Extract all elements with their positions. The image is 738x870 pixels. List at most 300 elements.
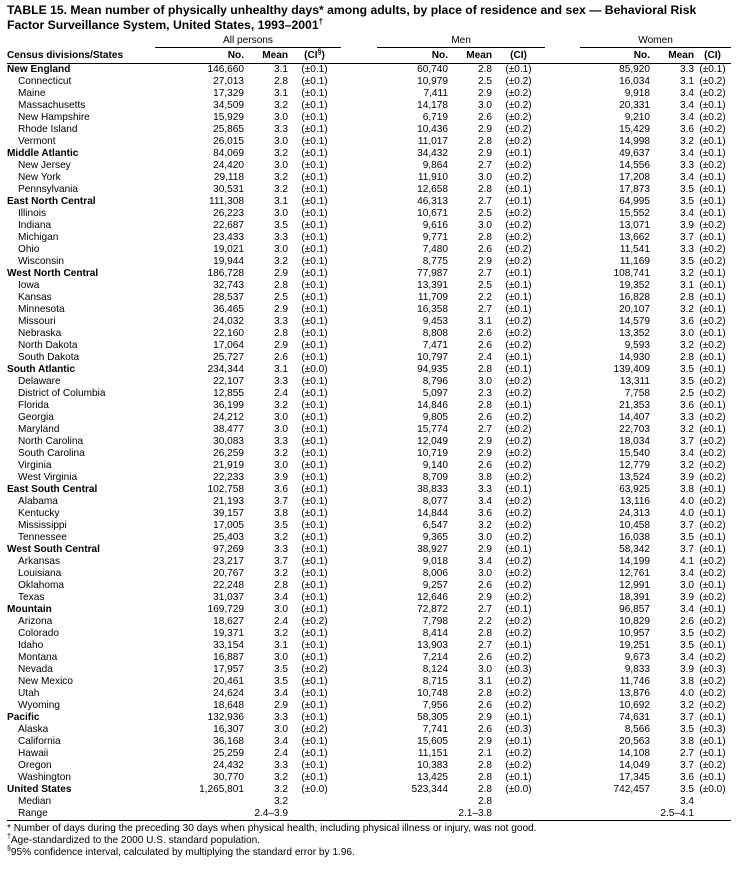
cell-women-mean: 3.5 (679, 196, 695, 207)
footnotes (7, 823, 731, 859)
cell-all-ci: (±0.1) (301, 196, 328, 207)
cell-men-no: 38,833 (417, 484, 449, 495)
cell-men-mean: 3.0 (477, 664, 493, 675)
cell-men-ci: (±0.2) (505, 100, 532, 111)
cell-all-no: 18,648 (213, 700, 244, 711)
cell-men-no: 13,903 (417, 640, 449, 651)
cell-women-mean: 3.9 (679, 664, 695, 675)
division-row (7, 544, 731, 556)
cell-men-no: 9,018 (422, 556, 449, 567)
cell-all-mean: 3.4 (273, 688, 288, 699)
cell-all-ci: (±0.1) (301, 760, 328, 771)
cell-all-mean: 2.8 (273, 280, 288, 291)
cell-row-label: West South Central (7, 544, 100, 555)
cell-row-label: Range (18, 808, 48, 819)
cell-all-no: 19,371 (213, 628, 244, 639)
cell-all-mean: 3.3 (273, 316, 288, 327)
cell-row-label: United States (7, 784, 72, 795)
cell-women-mean: 3.1 (679, 76, 695, 87)
cell-women-no: 19,352 (619, 280, 651, 291)
division-row (7, 484, 731, 496)
cell-men-no: 10,979 (417, 76, 449, 87)
cell-all-no: 17,064 (213, 340, 244, 351)
cell-all-ci: (±0.1) (301, 160, 328, 171)
cell-row-label: Arkansas (18, 556, 61, 567)
cell-men-ci: (±0.2) (505, 592, 532, 603)
cell-men-ci: (±0.2) (505, 136, 532, 147)
cell-women-ci: (±0.1) (699, 400, 726, 411)
cell-women-no: 13,352 (619, 328, 651, 339)
col-header-men-mean: Mean (466, 50, 493, 61)
cell-all-no: 36,465 (213, 304, 244, 315)
cell-women-mean: 3.2 (679, 424, 695, 435)
cell-row-label: South Carolina (18, 448, 85, 459)
cell-row-label: Maryland (18, 424, 60, 435)
table-row (7, 436, 731, 448)
cell-women-mean: 3.5 (679, 784, 695, 795)
cell-men-mean: 2.6 (477, 460, 493, 471)
cell-women-no: 14,998 (619, 136, 651, 147)
table-row (7, 88, 731, 100)
cell-women-ci: (±0.2) (699, 220, 726, 231)
cell-men-mean: 2.9 (477, 436, 493, 447)
cell-men-mean: 3.0 (477, 568, 493, 579)
cell-women-no: 14,108 (619, 748, 651, 759)
cell-women-no: 24,313 (619, 508, 651, 519)
cell-all-mean: 3.5 (273, 220, 288, 231)
cell-men-mean: 2.7 (477, 268, 493, 279)
cell-men-no: 13,391 (417, 280, 449, 291)
cell-women-no: 10,692 (619, 700, 651, 711)
cell-women-mean: 2.5–4.1 (660, 808, 695, 819)
cell-men-no: 7,214 (422, 652, 449, 663)
cell-all-no: 24,624 (213, 688, 244, 699)
cell-all-no: 38,477 (213, 424, 244, 435)
division-row (7, 364, 731, 376)
cell-row-label: New Mexico (18, 676, 73, 687)
col-header-women-ci: (CI) (704, 50, 721, 61)
cell-men-no: 8,808 (422, 328, 449, 339)
table-row (7, 160, 731, 172)
cell-women-ci: (±0.2) (699, 88, 726, 99)
cell-all-ci: (±0.1) (301, 532, 328, 543)
cell-men-no: 7,411 (423, 88, 449, 99)
cell-men-mean: 2.9 (477, 736, 493, 747)
cell-all-mean: 3.1 (273, 64, 288, 75)
cell-men-no: 10,671 (417, 208, 449, 219)
cell-women-no: 16,828 (619, 292, 651, 303)
cell-men-mean: 2.8 (477, 784, 493, 795)
cell-women-ci: (±0.1) (699, 532, 726, 543)
cell-all-no: 146,660 (207, 64, 244, 75)
cell-men-ci: (±0.2) (505, 124, 532, 135)
cell-women-ci: (±0.1) (699, 736, 726, 747)
cell-all-mean: 3.2 (273, 100, 288, 111)
cell-men-mean: 2.9 (477, 256, 493, 267)
cell-all-ci: (±0.1) (301, 520, 328, 531)
cell-men-no: 10,797 (417, 352, 449, 363)
cell-row-label: Middle Atlantic (7, 148, 79, 159)
table-row (7, 664, 731, 676)
cell-men-no: 8,709 (422, 472, 449, 483)
group-header-women: Women (580, 35, 731, 48)
cell-all-no: 19,021 (213, 244, 244, 255)
cell-women-no: 742,457 (613, 784, 651, 795)
cell-all-ci: (±0.1) (301, 136, 328, 147)
cell-all-mean: 2.9 (273, 304, 288, 315)
cell-men-mean: 2.7 (477, 604, 493, 615)
cell-men-ci (492, 796, 545, 808)
cell-men-mean: 2.6 (477, 340, 493, 351)
cell-women-no: 14,049 (619, 760, 651, 771)
cell-all-no: 169,729 (207, 604, 244, 615)
cell-men-mean: 2.9 (477, 544, 493, 555)
cell-women-mean: 3.7 (679, 760, 695, 771)
table-row (7, 496, 731, 508)
cell-women-mean: 3.7 (679, 712, 695, 723)
cell-women-no: 12,761 (619, 568, 651, 579)
cell-women-no: 15,552 (619, 208, 651, 219)
cell-men-ci: (±0.2) (505, 388, 532, 399)
table-row (7, 724, 731, 736)
cell-men-no: 8,414 (422, 628, 449, 639)
cell-all-no: 97,269 (213, 544, 244, 555)
cell-all-ci: (±0.1) (301, 604, 328, 615)
cell-men-ci: (±0.1) (505, 196, 532, 207)
cell-all-no: 30,531 (213, 184, 244, 195)
cell-men-mean: 2.8 (477, 400, 493, 411)
cell-men-no: 10,748 (417, 688, 449, 699)
cell-men-no: 38,927 (417, 544, 449, 555)
cell-men-no: 7,480 (422, 244, 449, 255)
cell-women-ci: (±0.2) (699, 388, 726, 399)
cell-women-no: 63,925 (619, 484, 651, 495)
cell-men-no: 94,935 (417, 364, 449, 375)
cell-women-mean: 4.0 (679, 508, 695, 519)
table-row (7, 220, 731, 232)
cell-row-label: Oklahoma (18, 580, 65, 591)
cell-men-mean: 3.1 (477, 316, 493, 327)
cell-row-label: New Jersey (18, 160, 71, 171)
cell-women-no: 58,342 (619, 544, 651, 555)
cell-all-no: 23,433 (213, 232, 244, 243)
cell-all-ci: (±0.1) (301, 208, 328, 219)
cell-men-mean: 3.2 (477, 520, 493, 531)
col-header-men-no: No. (431, 50, 449, 61)
cell-women-ci: (±0.1) (699, 268, 726, 279)
cell-row-label: Nebraska (18, 328, 62, 339)
cell-all-no: 22,233 (213, 472, 244, 483)
cell-row-label: Pennsylvania (18, 184, 79, 195)
cell-row-label: Colorado (18, 628, 59, 639)
cell-all-ci: (±0.1) (301, 388, 328, 399)
cell-women-no: 20,107 (619, 304, 651, 315)
cell-women-no: 13,662 (619, 232, 651, 243)
cell-women-ci: (±0.1) (699, 352, 726, 363)
cell-men-mean: 2.3 (477, 388, 493, 399)
cell-all-no: 32,743 (213, 280, 244, 291)
cell-women-mean: 3.6 (679, 124, 695, 135)
cell-women-ci: (±0.1) (699, 136, 726, 147)
cell-all-mean: 2.4 (273, 748, 288, 759)
cell-all-ci: (±0.1) (301, 700, 328, 711)
cell-men-no: 10,383 (417, 760, 449, 771)
cell-men-no: 9,140 (422, 460, 449, 471)
cell-women-mean: 3.5 (679, 724, 695, 735)
cell-row-label: Hawaii (18, 748, 49, 759)
cell-row-label: Mississippi (18, 520, 67, 531)
cell-all-ci: (±0.1) (301, 76, 328, 87)
cell-women-mean: 2.6 (679, 616, 695, 627)
cell-all-mean: 3.2 (273, 172, 288, 183)
table-row (7, 232, 731, 244)
cell-men-ci: (±0.2) (505, 424, 532, 435)
cell-men-no: 9,365 (422, 532, 449, 543)
table-row (7, 292, 731, 304)
cell-men-no: 5,097 (422, 388, 449, 399)
cell-women-ci: (±0.2) (699, 112, 726, 123)
cell-men-no: 9,257 (422, 580, 449, 591)
cell-all-mean: 2.9 (273, 268, 288, 279)
cell-women-no: 15,540 (619, 448, 651, 459)
cell-men-mean: 2.6 (477, 112, 493, 123)
cell-all-mean: 2.5 (273, 292, 288, 303)
cell-men-ci: (±0.1) (505, 400, 532, 411)
cell-all-mean: 2.9 (273, 700, 288, 711)
cell-men-ci: (±0.1) (505, 604, 532, 615)
cell-women-ci: (±0.2) (699, 256, 726, 267)
cell-all-mean: 3.0 (273, 652, 288, 663)
cell-all-no: 30,083 (213, 436, 244, 447)
cell-women-mean: 3.4 (679, 148, 695, 159)
cell-row-label: Delaware (18, 376, 61, 387)
cell-men-mean: 2.9 (477, 88, 493, 99)
cell-men-ci: (±0.2) (505, 472, 532, 483)
table-row (7, 136, 731, 148)
cell-women-ci: (±0.2) (699, 556, 726, 567)
cell-women-no: 9,918 (624, 88, 651, 99)
cell-women-mean: 3.3 (679, 244, 695, 255)
cell-women-ci: (±0.2) (699, 448, 726, 459)
cell-women-no: 20,331 (619, 100, 651, 111)
cell-women-no: 17,345 (619, 772, 651, 783)
cell-women-ci (694, 796, 731, 808)
cell-women-no: 13,311 (619, 376, 651, 387)
cell-all-mean: 3.1 (273, 88, 288, 99)
cell-women-mean: 3.4 (679, 448, 695, 459)
table-row (7, 412, 731, 424)
cell-men-no: 11,151 (417, 748, 449, 759)
cell-all-ci: (±0.1) (301, 88, 328, 99)
cell-all-ci: (±0.1) (301, 412, 328, 423)
cell-all-ci: (±0.1) (301, 436, 328, 447)
cell-women-ci: (±0.1) (699, 280, 726, 291)
cell-all-ci: (±0.0) (301, 784, 328, 795)
cell-men-no: 13,425 (417, 772, 449, 783)
cell-men-no: 11,910 (417, 172, 449, 183)
cell-all-ci: (±0.1) (301, 184, 328, 195)
cell-women-ci: (±0.2) (699, 244, 726, 255)
cell-row-label: Iowa (18, 280, 40, 291)
cell-all-mean: 2.8 (273, 76, 288, 87)
cell-men-no: 7,741 (422, 724, 449, 735)
cell-all-no: 23,217 (213, 556, 244, 567)
cell-men-no: 12,646 (417, 592, 449, 603)
cell-women-mean: 3.2 (679, 460, 695, 471)
cell-women-ci: (±0.1) (699, 424, 726, 435)
division-row (7, 712, 731, 724)
col-header-women-no: No. (633, 50, 651, 61)
cell-women-no: 14,930 (619, 352, 651, 363)
cell-row-label: Georgia (18, 412, 54, 423)
cell-women-mean: 3.8 (679, 676, 695, 687)
cell-men-no: 15,605 (417, 736, 449, 747)
cell-men-mean: 2.7 (477, 160, 493, 171)
title-footnote-mark: † (318, 16, 324, 26)
cell-women-mean: 3.2 (679, 340, 695, 351)
cell-all-no: 22,107 (213, 376, 244, 387)
table-row (7, 304, 731, 316)
cell-men-ci: (±0.2) (505, 556, 532, 567)
cell-women-no: 15,429 (619, 124, 651, 135)
cell-men-mean: 2.5 (477, 76, 493, 87)
cell-row-label: Kansas (18, 292, 52, 303)
cell-men-ci: (±0.1) (505, 736, 532, 747)
cell-men-ci: (±0.2) (505, 676, 532, 687)
cell-all-ci: (±0.1) (301, 472, 328, 483)
cell-row-label: Texas (18, 592, 45, 603)
cell-all-no: 84,069 (213, 148, 244, 159)
table-row (7, 640, 731, 652)
cell-all-no: 15,929 (213, 112, 244, 123)
col-header-women-mean: Mean (668, 50, 695, 61)
cell-women-mean: 4.1 (679, 556, 695, 567)
cell-women-ci: (±0.1) (699, 172, 726, 183)
cell-men-ci: (±0.2) (505, 328, 532, 339)
table-row (7, 556, 731, 568)
cell-all-no: 21,919 (213, 460, 244, 471)
cell-women-ci: (±0.2) (699, 760, 726, 771)
cell-all-mean: 3.4 (273, 736, 288, 747)
cell-women-no: 17,873 (619, 184, 651, 195)
cell-men-ci: (±0.2) (505, 520, 532, 531)
cell-all-ci: (±0.1) (301, 172, 328, 183)
cell-women-no: 13,071 (619, 220, 651, 231)
cell-all-ci: (±0.1) (301, 580, 328, 591)
table-row (7, 580, 731, 592)
cell-row-label: West North Central (7, 268, 99, 279)
cell-all-mean: 3.3 (273, 760, 288, 771)
table-row (7, 244, 731, 256)
cell-women-no: 20,563 (619, 736, 651, 747)
cell-men-ci: (±0.2) (505, 616, 532, 627)
table-row (7, 772, 731, 784)
cell-row-label: Illinois (18, 208, 47, 219)
cell-men-no: 12,049 (417, 436, 449, 447)
cell-men-ci: (±0.2) (505, 208, 532, 219)
cell-all-mean: 3.1 (273, 364, 288, 375)
cell-women-ci: (±0.1) (699, 640, 726, 651)
cell-row-label: North Dakota (18, 340, 78, 351)
cell-row-label: Nevada (18, 664, 53, 675)
cell-all-mean: 3.2 (273, 628, 288, 639)
cell-all-mean: 3.2 (273, 256, 288, 267)
cell-all-mean: 3.0 (273, 208, 288, 219)
cell-all-mean: 3.1 (273, 640, 288, 651)
table-row (7, 172, 731, 184)
cell-row-label: West Virginia (18, 472, 78, 483)
table-row (7, 460, 731, 472)
cell-all-no: 26,015 (213, 136, 244, 147)
cell-men-mean: 2.1–3.8 (458, 808, 493, 819)
cell-women-mean: 3.7 (679, 232, 695, 243)
cell-women-mean: 3.6 (679, 400, 695, 411)
cell-all-no: 111,308 (209, 196, 244, 207)
data-table (7, 35, 731, 821)
cell-men-ci: (±0.1) (505, 280, 532, 291)
cell-men-ci: (±0.1) (505, 772, 532, 783)
cell-row-label: Connecticut (18, 76, 72, 87)
cell-women-no: 13,876 (619, 688, 651, 699)
cell-row-label: Florida (18, 400, 49, 411)
cell-all-mean: 3.4 (273, 592, 288, 603)
cell-women-mean: 3.4 (679, 604, 695, 615)
col-header-all-no: No. (227, 50, 244, 61)
cell-all-no: 19,944 (213, 256, 244, 267)
cell-men-mean: 2.6 (477, 700, 493, 711)
cell-men-no: 34,432 (417, 148, 449, 159)
cell-all-ci: (±0.1) (301, 124, 328, 135)
cell-women-ci: (±0.1) (699, 364, 726, 375)
cell-men-no: 16,358 (417, 304, 449, 315)
cell-all-no: 21,193 (213, 496, 244, 507)
cell-all-no: 26,223 (213, 208, 244, 219)
cell-all-ci: (±0.1) (301, 688, 328, 699)
cell-all-ci: (±0.0) (301, 364, 328, 375)
cell-women-no: 19,251 (619, 640, 651, 651)
cell-women-ci: (±0.2) (699, 520, 726, 531)
cell-women-mean: 3.8 (679, 484, 695, 495)
table-row (7, 616, 731, 628)
cell-all-no: 24,432 (213, 760, 244, 771)
cell-women-mean: 2.8 (679, 352, 695, 363)
division-row (7, 196, 731, 208)
cell-women-no (580, 808, 650, 821)
cell-women-mean: 3.3 (679, 64, 695, 75)
cell-women-ci: (±0.1) (699, 748, 726, 759)
cell-women-ci: (±0.2) (699, 652, 726, 663)
cell-women-mean: 3.4 (679, 208, 695, 219)
table-row (7, 424, 731, 436)
cell-women-no: 12,779 (619, 460, 651, 471)
cell-row-label: Massachusetts (18, 100, 86, 111)
cell-row-label: California (18, 736, 61, 747)
cell-all-mean: 3.0 (273, 724, 288, 735)
cell-all-mean: 3.3 (273, 436, 288, 447)
cell-women-ci: (±0.3) (699, 664, 726, 675)
cell-women-no: 9,210 (624, 112, 651, 123)
cell-women-ci: (±0.2) (699, 700, 726, 711)
cell-women-ci: (±0.3) (699, 724, 726, 735)
cell-all-mean: 3.3 (273, 232, 288, 243)
cell-men-mean: 2.5 (477, 208, 493, 219)
cell-row-label: Idaho (18, 640, 44, 651)
cell-all-no: 27,013 (213, 76, 244, 87)
footnote-3: §95% confidence interval, calculated by multiplying the standard error by 1.96. (7, 845, 355, 858)
table-row (7, 472, 731, 484)
cell-all-ci: (±0.1) (301, 712, 328, 723)
cell-row-label: South Dakota (18, 352, 80, 363)
